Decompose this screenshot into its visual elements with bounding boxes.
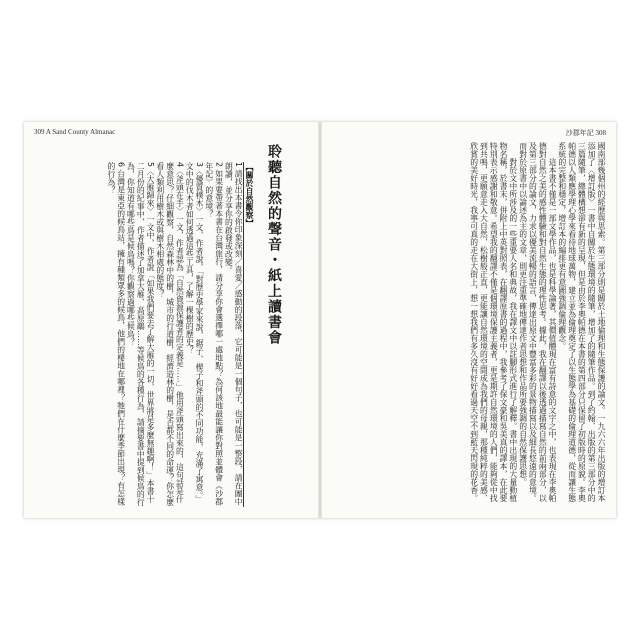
question-2: 2 如果要帶著本書在台灣旅行，請分享你會選擇哪一處地點？為何該地最能讓你對照並體會《沙郡年記》的意境？ — [204, 162, 224, 506]
left-running-head: 309 A Sand County Almanac — [34, 128, 116, 136]
discussion-questions — [44, 162, 254, 507]
question-5: 5〈大雁歸來〉一文中，作者說「如果我們要去了解大雁的一切，世界將是多麼無趣啊！」本書十二月份的紀事中，作者描述了加拿大雁、高原鷸……等候鳥的各種行為，請摘要書中提到候鳥的行為，你知道有哪些鳥是候鳥嗎？你觀察過哪些候鳥？ — [126, 162, 156, 506]
paragraph-3: 對於文中所涉及的一些重要人名和典故，我在譯文中以註腳形式進行了解釋。書中出現的大量動植物名稱，於書末，併附上中英對照表，在翻譯原書的過程中，我參考了保文豪和吳美真的譯本，在此要特別表示感謝和敬意。希望我的翻譯不僅是個環境保護主義者，更是期許自然環境的人們，能夠從中找到共鳴，更願意走入大自然，松樹般正直，更能讓自然環境的空間成為我們的母親，那種純粹的美感、欣賞的美好時光，我寧可真的走在大街上，想一想我們有多久沒有好好看過天空不到藍天閃現的花香。 — [469, 142, 518, 502]
question-3: 3〈優質樸木〉一文，作者說，「對歷史學家來說，鋸子、楔子和斧頭的不同功能，充滿了寓意。」文中的伐木者如何透過這些工具，了解一棵樹的歷史？ — [185, 162, 205, 504]
paragraph-1: 國南部幾個州的經歷與思索。第三部分則是關於土地倫理和生態保護的論文。一九六六年出版的增訂本添加了〈增訂版〉一書中自關於生態環境的隨筆，增加了的隨筆作品。到了約翰、出版的第三部分中的三篇隨筆，總體構想卻有新的呈現，但是由於李奧帕德在本書的第四部分只保留了初版時的原貌。李奧帕德以人類應學理心學來看待地球萬物，建立並為倫理奠定了以生態學為基礎的倫理道德，從而讓生態系統的完整和穩定，增訂本的編排更有意圖強調倫理觀念。 — [557, 142, 606, 502]
question-4: 4〈斧頭在手〉一文，作者認為「自然資源保護者的定義是……」他用斧頭寫出來的，這句話是什麼意思？仔細觀察，自然森林中的樹，城市的行道樹，經濟造林的樹，是否都不同的命運？你怎麼看人類利用樹木或與樹木相處的態度？ — [155, 162, 185, 506]
question-6: 6 台灣是東亞的候鳥站，擁有種類眾多的候鳥，他們的棲地在哪裡？牠們在什麼季節出現？有怎樣的行為？ — [106, 162, 126, 506]
book-spread — [24, 122, 616, 518]
left-page — [24, 122, 320, 518]
translator-preface-body — [344, 142, 606, 508]
right-running-head: 沙郡年記 308 — [565, 129, 606, 137]
paragraph-2: 這本書不僅是一部文學作品，也是科學論著，其價值體現在富有詩意的文字之中，也表現在李奧帕德對自然之美的感性體驗和對自然生態的理性思考。據此，我在翻譯以後透過描寫自然的前兩部分，以及第三部分的論文，力求以優美流暢的語言，傳達出原文中豐富多彩的景物描寫以及細長悠遠的意境。而對於原書中以論述為主的文章，則更注重準確地傳達作者思想和作品所要強調的自然保護思想。 — [518, 142, 558, 502]
section-heading: 【關於自然觀察】 — [243, 162, 254, 507]
question-1: 1 請找出本書令你印象深刻／喜愛／感動的段落，它可能是一個句子，也可能是一整段，請在團中朗讀，並分享你的啟發或改變。 — [224, 162, 244, 506]
right-page — [320, 122, 616, 518]
chapter-title: 聆聽自然的聲音・紙上讀書會 — [266, 144, 282, 346]
